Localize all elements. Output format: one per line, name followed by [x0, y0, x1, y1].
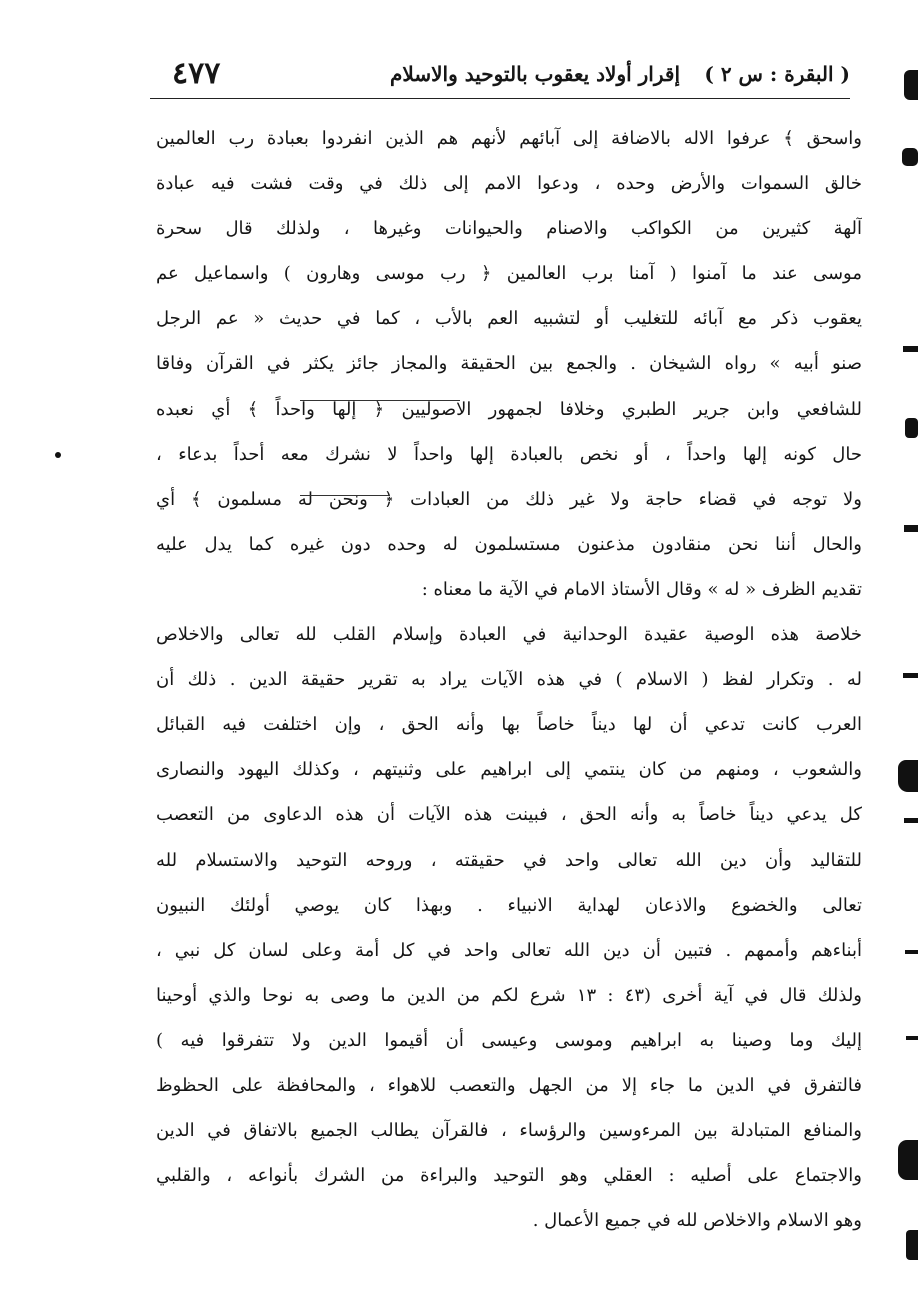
text-line-8: حال كونه إلها واحداً ، أو نخص بالعبادة إلها واحداً لا نشرك معه أحداً بدعاء ، [156, 443, 862, 465]
scan-mark [898, 1140, 918, 1180]
text-line-7: للشافعي وابن جرير الطبري وخلافا لجمهور الاصوليين ﴿ إلها واحداً ﴾ أي نعبده [156, 398, 862, 420]
text-line-21: إليك وما وصينا به ابراهيم وموسى وعيسى أن أقيموا الدين ولا تتفرقوا فيه ) [156, 1029, 862, 1051]
header-title: إقرار أولاد يعقوب بالتوحيد والاسلام [390, 62, 680, 86]
text-line-23: والمنافع المتبادلة بين المرءوسين والرؤساء ، فالقرآن يطالب الجميع بالاتفاق في الدين [156, 1120, 862, 1142]
scan-mark [905, 418, 918, 438]
text-line-18: تعالى والخضوع والاذعان لهداية الانبياء . وبهذا كان يوصي أولئك النبيون [156, 894, 862, 916]
text-line-13: له . وتكرار لفظ ( الاسلام ) في هذه الآيات يراد به تقرير حقيقة الدين . ذلك أن [156, 669, 862, 691]
text-line-6: صنو أبيه » رواه الشيخان . والجمع بين الحقيقة والمجاز جائز يكثر في القرآن وفاقا [156, 353, 862, 375]
inline-rule-1 [300, 400, 460, 401]
scan-mark [905, 950, 918, 954]
text-line-12: خلاصة هذه الوصية عقيدة الوحدانية في العبادة وإسلام القلب لله تعالى والاخلاص [156, 624, 862, 646]
body-text [156, 116, 862, 1243]
text-line-19: أبناءهم وأممهم . فتبين أن دين الله تعالى واحد في كل أمة وعلى لسان كل نبي ، [156, 939, 862, 961]
text-line-24: والاجتماع على أصليه : العقلي وهو التوحيد والبراءة من الشرك بأنواعه ، والقلبي [156, 1165, 862, 1187]
scan-mark [903, 673, 918, 678]
scan-mark [898, 760, 918, 792]
scan-mark [904, 70, 918, 100]
text-line-10: والحال أننا نحن منقادون مذعنون مستسلمون له وحده دون غيره كما يدل عليه [156, 533, 862, 555]
text-line-17: للتقاليد وأن دين الله تعالى واحد في حقيقته ، وروحه التوحيد والاستسلام لله [156, 849, 862, 871]
page-number: ٤٧٧ [172, 56, 221, 91]
running-header [150, 56, 850, 96]
scan-mark [904, 525, 918, 532]
scan-mark [903, 346, 918, 352]
text-line-16: كل يدعي ديناً خاصاً به وأنه الحق ، فبينت هذه الآيات أن هذه الدعاوى من التعصب [156, 804, 862, 826]
scan-mark [902, 148, 918, 166]
text-line-25: وهو الاسلام والاخلاص لله في جميع الأعمال . [532, 1210, 862, 1232]
scan-mark [906, 1230, 918, 1260]
text-line-15: والشعوب ، ومنهم من كان ينتمي إلى ابراهيم على وثنيتهم ، وكذلك اليهود والنصارى [156, 759, 862, 781]
text-line-1: واسحق ﴾ عرفوا الاله بالاضافة إلى آبائهم لأنهم هم الذين انفردوا بعبادة رب العالمين [156, 128, 862, 149]
scan-mark [904, 818, 918, 823]
text-line-20: ولذلك قال في آية أخرى (٤٣ : ١٣ شرع لكم من الدين ما وصى به نوحا والذي أوحينا [156, 984, 862, 1006]
inline-rule-2 [300, 495, 390, 496]
text-line-22: فالتفرق في الدين ما جاء إلا من الجهل والتعصب للاهواء ، والمحافظة على الحظوظ [156, 1074, 862, 1096]
header-rule [150, 98, 850, 99]
scan-speck [55, 452, 61, 458]
text-line-11: تقديم الظرف « له » وقال الأستاذ الامام في الآية ما معناه : [421, 578, 862, 600]
text-line-9: ولا توجه في قضاء حاجة ولا غير ذلك من العبادات ﴿ ونحن له مسلمون ﴾ أي [156, 488, 862, 510]
header-surah-reference: ( البقرة : س ٢ ) [704, 62, 850, 86]
text-line-4: موسى عند ما آمنوا ( آمنا برب العالمين ﴿ رب موسى وهارون ) واسماعيل عم [156, 263, 862, 285]
text-line-14: العرب كانت تدعي أن لها ديناً خاصاً بها وأنه الحق ، وإن اختلفت فيه القبائل [156, 714, 862, 736]
text-line-3: آلهة كثيرين من الكواكب والاصنام والحيوانات وغيرها ، ولذلك قال سحرة [156, 218, 862, 240]
text-line-5: يعقوب ذكر مع آبائه للتغليب أو لتشبيه العم بالأب ، كما في حديث « عم الرجل [156, 308, 862, 330]
scan-mark [906, 1036, 918, 1040]
text-line-2: خالق السموات والأرض وحده ، ودعوا الامم إلى ذلك في وقت فشت فيه عبادة [156, 173, 862, 195]
